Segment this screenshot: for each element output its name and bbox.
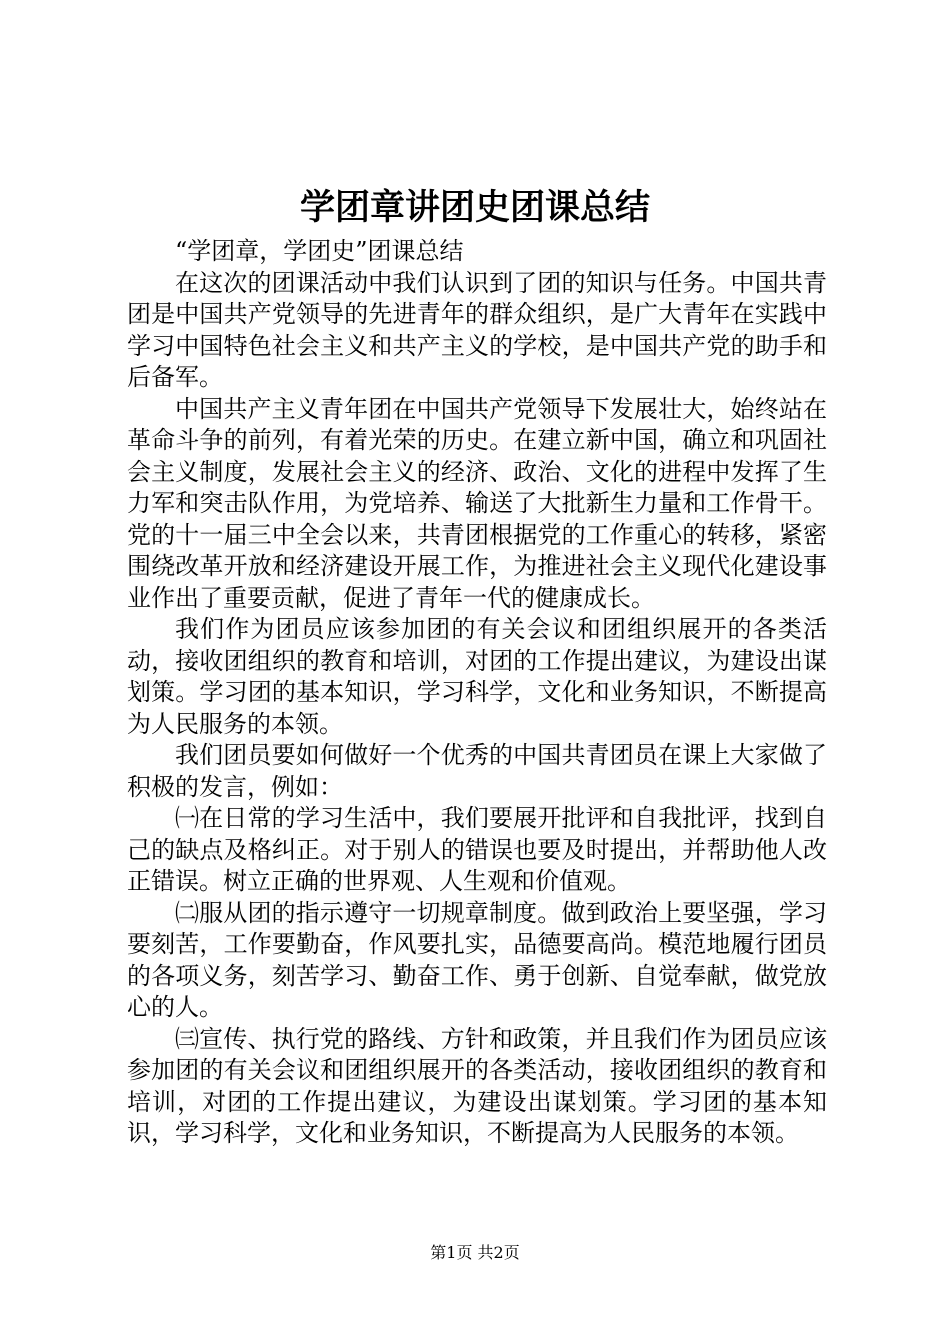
page-footer: 第1页 共2页 [430,1243,520,1262]
document-body [127,236,827,1150]
page-title: 学团章讲团史团课总结 [299,187,650,228]
document-subtitle: “学团章，学团史”团课总结 [175,237,464,265]
paragraph: 我们作为团员应该参加团的有关会议和团组织展开的各类活动，接收团组织的教育和培训，对团的工作提出建议，为建设出谋划策。学习团的基本知识，学习科学，文化和业务知识，不断提高为人民服务的本领。 [127,615,827,738]
paragraph: ㈡服从团的指示遵守一切规章制度。做到政治上要坚强，学习要刻苦，工作要勤奋，作风要扎实，品德要高尚。模范地履行团员的各项义务，刻苦学习、勤奋工作、勇于创新、自觉奉献，做党放心的人。 [127,898,827,1021]
paragraph: ㈢宣传、执行党的路线、方针和政策，并且我们作为团员应该参加团的有关会议和团组织展开的各类活动，接收团组织的教育和培训，对团的工作提出建议，为建设出谋划策。学习团的基本知识，学习科学，文化和业务知识，不断提高为人民服务的本领。 [127,1024,827,1147]
paragraph: 我们团员要如何做好一个优秀的中国共青团员在课上大家做了积极的发言，例如： [127,741,827,801]
paragraph: ㈠在日常的学习生活中，我们要展开批评和自我批评，找到自己的缺点及格纠正。对于别人的错误也要及时提出，并帮助他人改正错误。树立正确的世界观、人生观和价值观。 [127,804,827,895]
paragraph: 在这次的团课活动中我们认识到了团的知识与任务。中国共青团是中国共产党领导的先进青年的群众组织，是广大青年在实践中学习中国特色社会主义和共产主义的学校，是中国共产党的助手和后备军。 [127,268,827,391]
paragraph: 中国共产主义青年团在中国共产党领导下发展壮大，始终站在革命斗争的前列，有着光荣的历史。在建立新中国，确立和巩固社会主义制度，发展社会主义的经济、政治、文化的进程中发挥了生力军和突击队作用，为党培养、输送了大批新生力量和工作骨干。党的十一届三中全会以来，共青团根据党的工作重心的转移，紧密围绕改革开放和经济建设开展工作，为推进社会主义现代化建设事业作出了重要贡献，促进了青年一代的健康成长。 [127,394,827,612]
